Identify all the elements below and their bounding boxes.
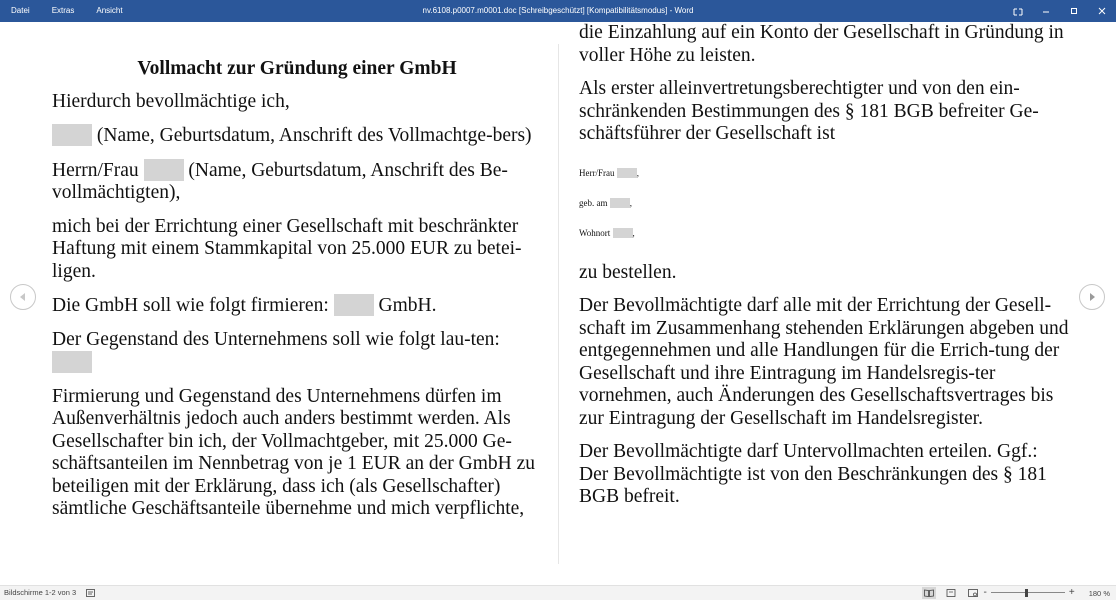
small-line [579, 198, 1069, 208]
web-layout-button[interactable] [966, 587, 980, 599]
page-icon [946, 589, 956, 597]
paragraph: die Einzahlung auf ein Konto der Gesellschaft in Gründung in voller Höhe zu leisten. [579, 22, 1064, 66]
paragraph-text: (Name, Geburtsdatum, Anschrift des Vollmachtge-bers) [96, 125, 532, 146]
read-mode-button[interactable] [922, 587, 936, 599]
zoom-out-button[interactable]: - [983, 587, 987, 598]
close-button[interactable] [1088, 0, 1116, 22]
paragraph: Firmierung und Gegenstand des Unternehmens dürfen im Außenverhältnis jedoch auch anders bestimmt werden. Als Gesellschafter bin ich, der Vollmachtgeber, mit 25.000 Ge-schäftsanteilen im Nennbetrag von je 1 EUR an der GmbH zu beteiligen mit der Erklärung, dass ich (als Gesellschafter) sämtliche Geschäftsanteile übernehme und mich verpflichte, [52, 385, 536, 519]
zoom-thumb[interactable] [1025, 589, 1028, 597]
paragraph [52, 124, 542, 148]
zoom-track [991, 592, 1065, 593]
maximize-icon [1069, 6, 1079, 16]
form-field[interactable] [613, 228, 633, 238]
minimize-button[interactable] [1032, 0, 1060, 22]
small-label: geb. am [579, 197, 608, 208]
maximize-button[interactable] [1060, 0, 1088, 22]
menu-extras[interactable]: Extras [51, 6, 75, 15]
next-screen-button[interactable] [1079, 284, 1105, 310]
window-title: nv.6108.p0007.m0001.doc [Schreibgeschützt] [Kompatibilitätsmodus] - Word [422, 6, 694, 15]
zoom-slider[interactable] [991, 586, 1065, 600]
window-controls [1004, 0, 1116, 22]
triangle-left-icon [18, 292, 28, 302]
screen-count: Bildschirme 1-2 von 3 [4, 588, 77, 597]
restore-down-button[interactable] [1004, 0, 1032, 22]
page-divider [558, 44, 559, 564]
proofing-icon[interactable] [86, 589, 96, 598]
menu-bar [0, 0, 134, 22]
form-field[interactable] [610, 198, 630, 208]
form-field[interactable] [617, 168, 637, 178]
minimize-icon [1041, 6, 1051, 16]
print-layout-button[interactable] [944, 587, 958, 599]
title-bar [0, 0, 1116, 22]
paragraph: Als erster alleinvertretungsberechtigter und von den ein-schränkenden Bestimmungen des § 181 BGB befreiter Ge-schäftsführer der Gesellschaft ist [579, 78, 1039, 144]
small-line [579, 228, 1069, 238]
status-right [914, 586, 1110, 600]
document-heading: Vollmacht zur Gründung einer GmbH [137, 58, 457, 79]
form-field[interactable] [52, 124, 92, 146]
zoom-level[interactable]: 180 % [1088, 588, 1110, 598]
form-field[interactable] [334, 294, 374, 316]
paragraph [52, 329, 542, 375]
zoom-in-button[interactable]: + [1068, 587, 1075, 598]
paragraph-text: (Name, Geburtsdatum, Anschrift des Be-vollmächtigten), [52, 159, 508, 203]
previous-screen-button[interactable] [10, 284, 36, 310]
book-icon [924, 589, 934, 597]
paragraph: Der Bevollmächtigte darf Untervollmachten erteilen. Ggf.: Der Bevollmächtigte ist von den Beschränkungen des § 181 BGB befreit. [579, 441, 1047, 507]
paragraph [52, 294, 542, 318]
paragraph-text: Herrn/Frau [52, 159, 139, 181]
small-label: Wohnort [579, 227, 611, 238]
triangle-right-icon [1087, 292, 1097, 302]
small-sep: , [636, 167, 639, 178]
small-label: Herr/Frau [579, 167, 615, 178]
paragraph: Hierdurch bevollmächtige ich, [52, 90, 290, 112]
paragraph [52, 159, 542, 205]
paragraph-text: Der Gegenstand des Unternehmens soll wie folgt lau-ten: [52, 328, 500, 350]
status-bar [0, 585, 1116, 600]
paragraph-text: Die GmbH soll wie folgt firmieren: [52, 295, 329, 316]
page-left [52, 22, 542, 532]
paragraph: mich bei der Errichtung einer Gesellschaft mit beschränkter Haftung mit einem Stammkapital von 25.000 EUR zu betei-ligen. [52, 215, 522, 282]
small-line [579, 168, 1069, 178]
paragraph-text: GmbH. [378, 295, 437, 316]
small-sep: , [629, 197, 632, 208]
paragraph: Der Bevollmächtigte darf alle mit der Errichtung der Gesell-schaft im Zusammenhang stehenden Erklärungen abgeben und entgegennehmen und alle Handlungen für die Errich-tung der Gesellschaft und ihre Eintragung im Handelsregis-ter vornehmen, auch Änderungen des Gesellschaftsvertrages bis zur Eintragung der Gesellschaft im Handelsregister. [579, 295, 1069, 429]
restore-down-icon [1013, 6, 1023, 16]
document-area [0, 22, 1116, 585]
status-left [4, 586, 96, 600]
paragraph: zu bestellen. [579, 261, 677, 283]
menu-datei[interactable]: Datei [11, 6, 30, 15]
web-layout-icon [968, 589, 978, 597]
form-field[interactable] [144, 159, 184, 181]
close-icon [1097, 6, 1107, 16]
small-sep: , [632, 227, 635, 238]
menu-ansicht[interactable]: Ansicht [96, 6, 123, 15]
page-right [579, 22, 1069, 520]
form-field[interactable] [52, 351, 92, 373]
